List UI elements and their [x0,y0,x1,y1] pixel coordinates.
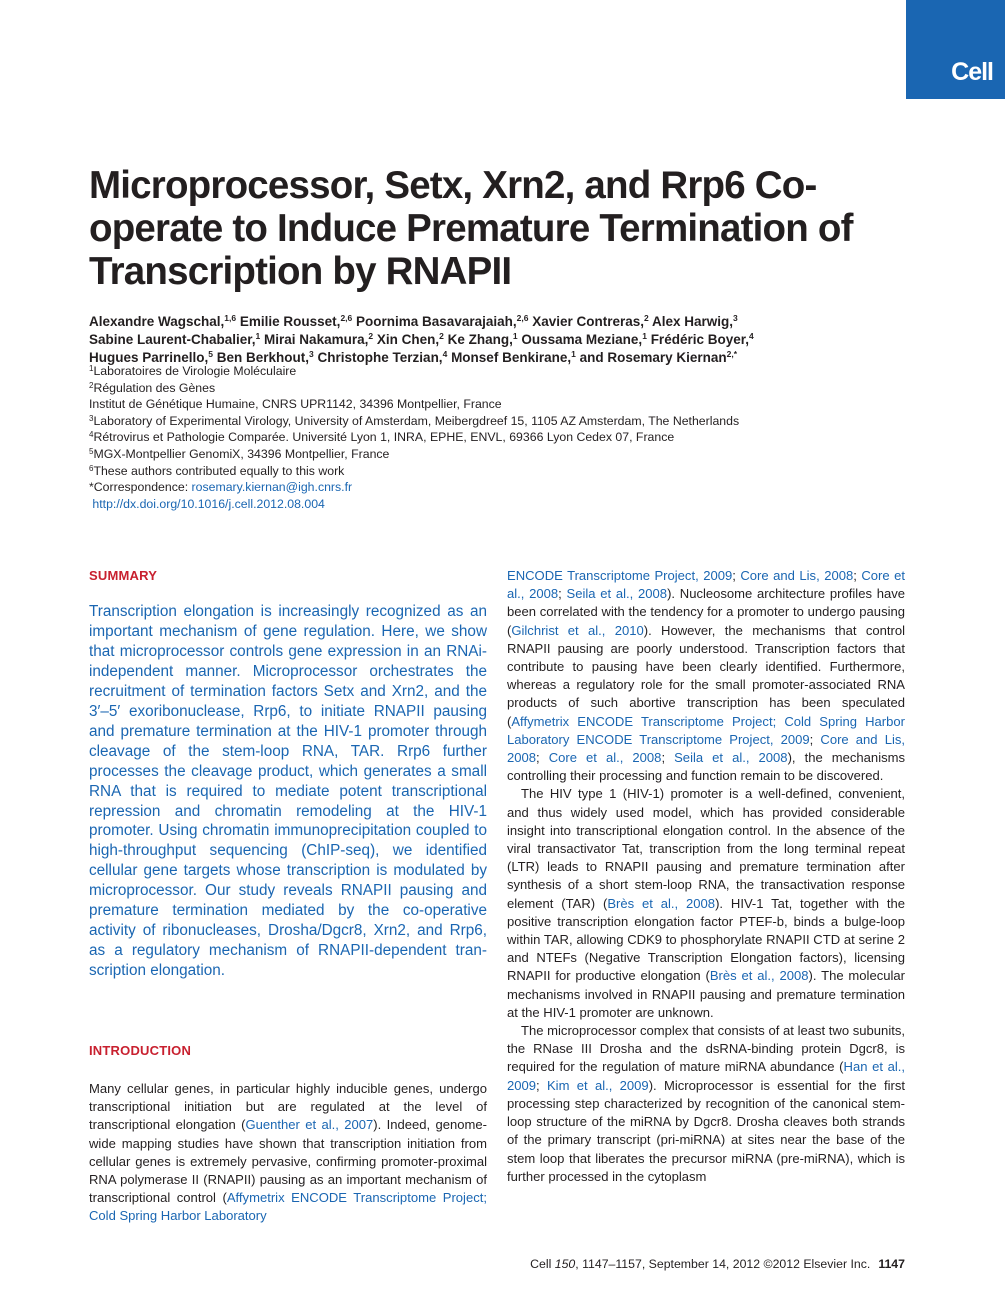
doi-line [89,496,909,513]
affiliation: $^6$These authors contributed equally to this work [89,463,345,478]
citation-link[interactable]: Core et al., 2008 [548,750,662,766]
page-number: 1147 [878,1257,905,1271]
doi-link[interactable]: http://dx.doi.org/10.1016/j.cell.2012.08.004 [92,496,325,511]
article-title: Microprocessor, Setx, Xrn2, and Rrp6 Co-operate to Induce Premature Termination of Transcription by RNAPII [89,164,853,293]
affiliation: $^5$MGX-Montpellier GenomiX, 34396 Montpellier, France [89,446,390,461]
journal-logo [906,0,1005,99]
paragraph: ENCODE Transcriptome Project, 2009; Core and Lis, 2008; Core et al., 2008; Seila et al., 2008). Nucleosome architecture profiles have been correlated with the tendency for a promoter to undergo pausing (Gilchrist et al., 2010). However, the mechanisms that control RNAPII pausing are poorly understood. Transcription factors that contribute to pausing have been clearly identified. Furthermore, whereas a regulatory role for the small promoter-associated RNA products of such abortive transcription has been speculated (Affymetrix ENCODE Transcriptome Project; Cold Spring Harbor Laboratory ENCODE Transcriptome Project, 2009; Core and Lis, 2008; Core et al., 2008; Seila et al., 2008), the mechanisms controlling their processing and function remain to be discovered. [507,568,906,784]
author: Sabine Laurent-Chabalier,$^1$ [89,331,261,347]
citation-link[interactable]: Guenther et al., 2007 [245,1117,374,1133]
paragraph: Many cellular genes, in particular highly inducible genes, undergo transcriptional initiation but are regulated at the level of transcriptional elongation (Guenther et al., 2007). Indeed, genome-wide mapping studies have shown that transcription initiation from cellular genes is extremely pervasive, confirming promoter-proximal RNA polymerase II (RNAPII) pausing as an important mechanism of transcriptional control (Affymetrix ENCODE Transcriptome Project; Cold Spring Harbor Laboratory [89,1081,487,1224]
logo-text: Cell [951,58,993,86]
author-line [89,313,909,331]
paragraph: The microprocessor complex that consists of at least two subunits, the RNase III Drosha and the dsRNA-binding protein Dgcr8, is required for the regulation of mature miRNA abundance (Han et al., 2009; Kim et al., 2009). Microprocessor is essential for the first processing step characterized by recognition of the canonical stem-loop structure of the miRNA by Dgcr8. Drosha cleaves both strands of the primary transcript (pri-miRNA) at sites near the base of the stem loop that liberates the precursor miRNA (pre-miRNA), which is further processed in the cytoplasm [507,1023,905,1184]
author: Christophe Terzian,$^4$ [317,349,448,365]
author-list [89,313,909,367]
paragraph: The HIV type 1 (HIV-1) promoter is a well-defined, convenient, and thus widely used model, which has provided considerable insight into transcriptional elongation control. In the absence of the viral transactivator Tat, transcription from the long terminal repeat (LTR) leads to RNAPII pausing and premature termination after synthesis of a short stem-loop RNA, the transactivation response element (TAR) (Brès et al., 2008). HIV-1 Tat, together with the positive transcription elongation factor PTEF-b, binds a bulge-loop within TAR, allowing CDK9 to phosphorylate RNAPII CTD at serine 2 and NTEFs (Negative Transcription Elongation factors), licensing RNAPII for productive elongation (Brès et al., 2008). The molecular mechanisms involved in RNAPII pausing and premature termination at the HIV-1 promoter are unknown. [507,786,906,1020]
citation-link[interactable]: ENCODE Transcriptome Project, 2009 [507,568,733,583]
affiliation: Institut de Génétique Humaine, CNRS UPR1142, 34396 Montpellier, France [89,397,502,412]
affiliation: $^2$Régulation des Gènes [89,380,216,395]
citation-link[interactable]: Brès et al., 2008 [607,895,716,911]
citation-link[interactable]: Gilchrist et al., 2010 [511,622,644,638]
affiliations [89,363,909,512]
citation-link[interactable]: Core and Lis, 2008 [507,731,905,766]
author: Frédéric Boyer,$^4$ [650,331,754,347]
author: Ke Zhang,$^1$ [447,331,518,347]
citation-link[interactable]: Han et al., 2009 [507,1059,905,1093]
summary-heading: SUMMARY [89,568,158,583]
author: Hugues Parrinello,$^5$ [89,349,214,365]
citation-link[interactable]: Core et al., 2008 [507,568,906,602]
footer-citation: , 1147–1157, September 14, 2012 ©2012 Elsevier Inc. [575,1257,871,1271]
right-column-text [507,567,905,1186]
correspondence-email-link[interactable]: rosemary.kiernan@igh.cnrs.fr [191,480,353,495]
author: Emilie Rousset,$^{2,6}$ [239,313,353,329]
affiliation: $^1$Laboratoires de Virologie Moléculaire [89,364,297,378]
author: Alex Harwig,$^3$ [652,313,738,329]
affiliation: $^4$Rétrovirus et Pathologie Comparée. Université Lyon 1, INRA, EPHE, ENVL, 69366 Lyon Cedex 07, France [89,430,675,445]
author: Oussama Meziane,$^1$ [521,331,647,347]
introduction-heading: INTRODUCTION [89,1043,192,1058]
summary-text: Transcription elongation is increasingly recognized as an important mechanism of gene regulation. Here, we show that microprocessor controls gene expression in an RNAi-independent manner. Microprocessor orchestrates the recruitment of termination factors Setx and Xrn2, and the 3′–5′ exoribonuclease, Rrp6, to initiate RNAPII pausing and premature termination at the HIV-1 promoter through cleavage of the stem-loop RNA, TAR. Rrp6 further processes the cleavage product, which generates a small RNA that is required to mediate potent transcriptional repression and chromatin remodeling at the HIV-1 promoter. Using chromatin immunoprecipitation coupled to high-throughput sequencing (ChIP-seq), we identified cellular gene targets whose transcription is modulated by microprocessor. Our study reveals RNAPII pausing and premature termination mediated by the co-operative activity of ribonucleases, Drosha/Dgcr8, Xrn2, and Rrp6, as a regulatory mechanism of RNAPII-dependent transcription elongation. [89,603,487,980]
author: Monsef Benkirane,$^1$ [451,349,576,365]
left-column-text [89,1080,487,1226]
citation-link[interactable]: Seila et al., 2008 [674,750,788,766]
author-line [89,331,909,349]
citation-link[interactable]: Affymetrix ENCODE Transcriptome Project; Cold Spring Harbor Laboratory ENCODE Transcriptome Project, 2009 [507,713,905,747]
author: Alexandre Wagschal,$^{1,6}$ [89,313,237,329]
footer-journal: Cell [530,1257,555,1271]
author: Xavier Contreras,$^2$ [532,313,649,329]
author: Xin Chen,$^2$ [376,331,444,347]
page-footer [497,1257,905,1271]
citation-link[interactable]: Core and Lis, 2008 [740,568,854,583]
affiliation: $^3$Laboratory of Experimental Virology, University of Amsterdam, Meibergdreef 15, 1105 AZ Amsterdam, The Netherlands [89,413,740,428]
citation-link[interactable]: Kim et al., 2009 [546,1077,649,1093]
author: and Rosemary Kiernan$^{2,*}$ [579,349,738,365]
author: Ben Berkhout,$^3$ [216,349,314,365]
footer-volume: 150 [554,1257,576,1271]
citation-link[interactable]: Affymetrix ENCODE Transcriptome Project; Cold Spring Harbor Laboratory [89,1190,487,1224]
correspondence: *Correspondence: rosemary.kiernan@igh.cnrs.fr [89,480,353,495]
author: Mirai Nakamura,$^2$ [264,331,374,347]
author: Poornima Basavarajaiah,$^{2,6}$ [356,313,529,329]
citation-link[interactable]: Brès et al., 2008 [709,968,809,984]
citation-link[interactable]: Seila et al., 2008 [566,586,668,602]
